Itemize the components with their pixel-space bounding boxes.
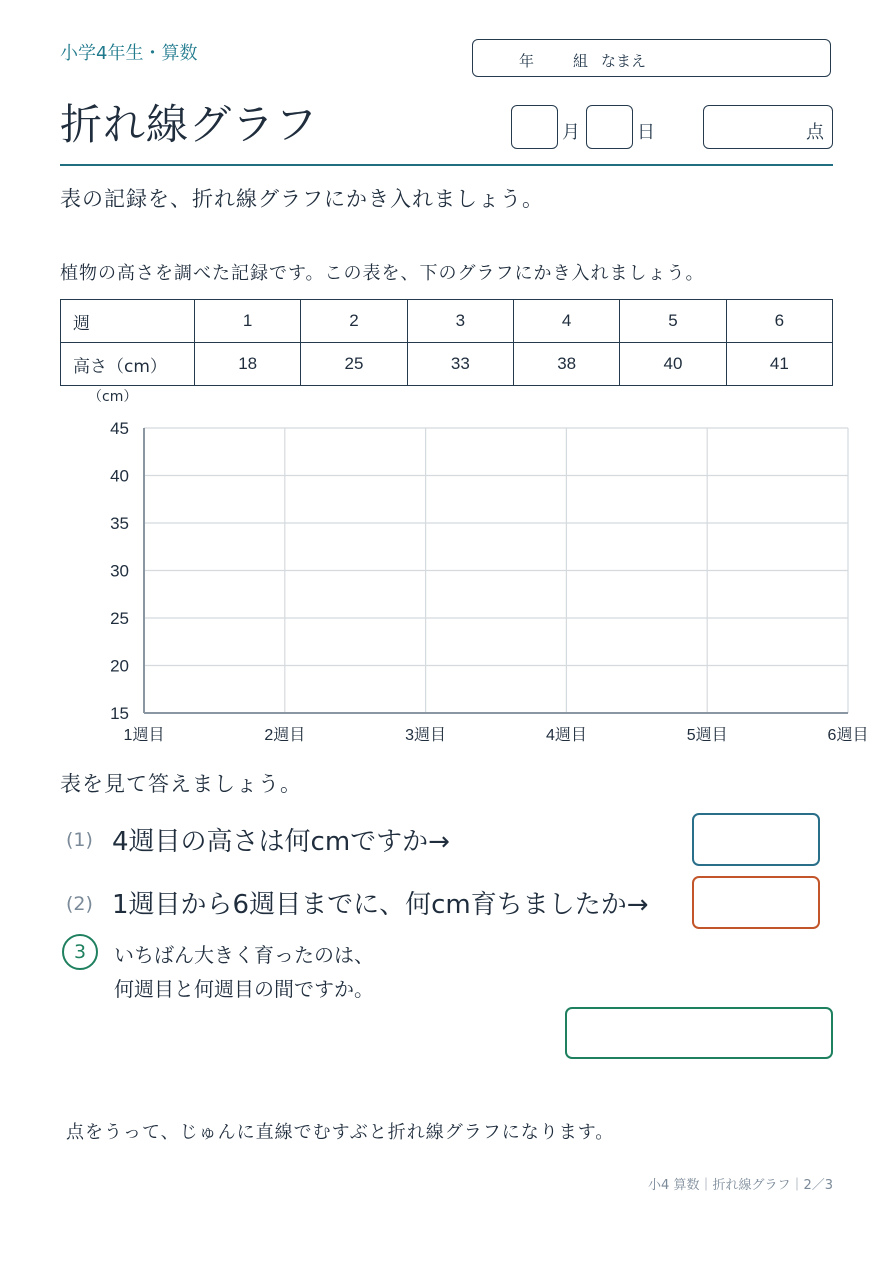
- year-label: 年: [519, 52, 535, 70]
- table-header-week: 週: [61, 300, 195, 343]
- table-row-heights: [61, 343, 833, 386]
- question-3-line-1: いちばん大きく育ったのは、: [114, 943, 374, 967]
- question-1-text: 4週目の高さは何cmですか→: [112, 827, 450, 857]
- y-axis-unit-label: （cm）: [88, 389, 138, 405]
- y-tick-label: 20: [110, 656, 129, 676]
- name-field[interactable]: [472, 39, 831, 77]
- y-tick-label: 35: [110, 514, 129, 533]
- question-3-number: 3: [62, 934, 98, 970]
- day-field[interactable]: [586, 105, 633, 149]
- question-1-number: (1): [66, 829, 93, 851]
- day-label: 日: [637, 122, 655, 143]
- y-tick-label: 30: [110, 561, 129, 581]
- record-table: [60, 299, 833, 386]
- table-header-height: 高さ（cm）: [61, 343, 195, 386]
- x-tick-label: 5週目: [686, 727, 728, 744]
- y-tick-label: 15: [110, 704, 129, 723]
- table-cell-week: 6: [726, 300, 832, 343]
- answer-2-box[interactable]: [692, 876, 820, 929]
- table-cell-week: 5: [620, 300, 726, 343]
- header-divider: [60, 164, 833, 166]
- x-tick-label: 4週目: [545, 727, 587, 744]
- table-cell-height: 18: [195, 343, 301, 386]
- question-2-text: 1週目から6週目までに、何cm育ちましたか→: [112, 890, 649, 920]
- class-label: 組: [573, 52, 589, 70]
- y-tick-label: 45: [110, 419, 129, 438]
- month-label: 月: [562, 122, 580, 143]
- table-cell-week: 1: [195, 300, 301, 343]
- y-tick-label: 25: [110, 609, 129, 628]
- table-cell-height: 38: [513, 343, 619, 386]
- table-cell-height: 40: [620, 343, 726, 386]
- month-field[interactable]: [511, 105, 558, 149]
- question-3-text: [114, 938, 374, 1006]
- line-graph-grid[interactable]: [0, 400, 893, 760]
- x-tick-label: 6週目: [827, 727, 869, 744]
- table-cell-week: 4: [513, 300, 619, 343]
- answer-1-box[interactable]: [692, 813, 820, 866]
- hint-text: 点をうって、じゅんに直線でむすぶと折れ線グラフになります。: [66, 1122, 615, 1143]
- table-cell-height: 25: [301, 343, 407, 386]
- grade-subject-label: 小学4年生・算数: [60, 43, 198, 64]
- x-tick-label: 1週目: [123, 727, 165, 744]
- y-tick-label: 40: [110, 466, 129, 486]
- intro-text: 植物の高さを調べた記録です。この表を、下のグラフにかき入れましょう。: [60, 263, 705, 284]
- page-footer: 小4 算数｜折れ線グラフ｜2／3: [648, 1178, 833, 1193]
- x-tick-label: 3週目: [405, 727, 447, 744]
- question-3-line-2: 何週目と何週目の間ですか。: [114, 977, 374, 1001]
- question-2-number: (2): [66, 893, 93, 915]
- score-label: 点: [806, 122, 824, 143]
- instruction-text: 表の記録を、折れ線グラフにかき入れましょう。: [60, 187, 544, 211]
- page-title: 折れ線グラフ: [60, 100, 319, 149]
- answer-3-box[interactable]: [565, 1007, 833, 1059]
- table-row-weeks: [61, 300, 833, 343]
- questions-title: 表を見て答えましょう。: [60, 772, 302, 796]
- table-cell-height: 33: [407, 343, 513, 386]
- table-cell-week: 2: [301, 300, 407, 343]
- name-label: なまえ: [601, 52, 647, 70]
- x-tick-label: 2週目: [264, 727, 306, 744]
- table-cell-week: 3: [407, 300, 513, 343]
- table-cell-height: 41: [726, 343, 832, 386]
